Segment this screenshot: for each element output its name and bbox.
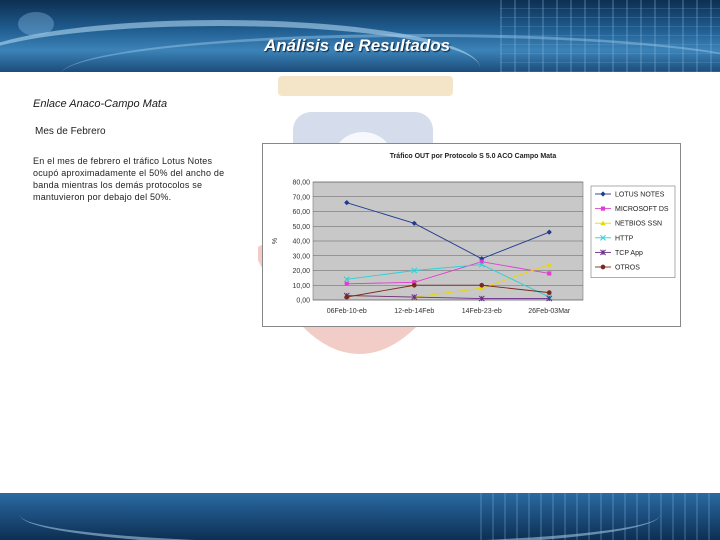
header-logo-mark [18, 12, 54, 36]
summary-paragraph: En el mes de febrero el tráfico Lotus Notes ocupó aproximadamente el 50% del ancho de banda mientras los demás protocolos se mantuvieron por debajo del 50%. [33, 156, 225, 202]
y-axis-label: % [272, 237, 279, 245]
legend-item: OTROS [615, 264, 640, 272]
y-tick-label: 50,00 [292, 223, 310, 231]
legend-item: MICROSOFT DS [615, 206, 669, 214]
data-point [345, 282, 349, 286]
data-point [412, 283, 417, 288]
legend-marker [601, 265, 606, 270]
watermark-banner [278, 76, 453, 96]
legend-item: HTTP [615, 235, 634, 243]
slide-title: Análisis de Resultados [263, 36, 451, 55]
traffic-chart-svg [263, 144, 682, 328]
y-tick-label: 10,00 [292, 282, 310, 290]
y-tick-label: 40,00 [292, 238, 310, 246]
y-tick-label: 80,00 [292, 179, 310, 187]
traffic-chart [262, 143, 681, 327]
x-tick-label: 12-eb-14Feb [394, 308, 435, 315]
x-tick-label: 26Feb-03Mar [528, 308, 571, 315]
month-label: Mes de Febrero [35, 126, 106, 137]
y-tick-label: 30,00 [292, 253, 310, 261]
legend-item: NETBIOS SSN [615, 220, 663, 228]
y-tick-label: 0,00 [296, 297, 310, 305]
legend-marker [601, 207, 605, 211]
y-tick-label: 70,00 [292, 194, 310, 202]
section-subheading: Enlace Anaco-Campo Mata [33, 98, 168, 110]
footer-circuit-pattern [480, 493, 720, 540]
y-tick-label: 20,00 [292, 268, 310, 275]
x-tick-label: 06Feb-10-eb [326, 308, 367, 315]
data-point [344, 295, 349, 300]
legend-item: LOTUS NOTES [615, 191, 665, 199]
chart-plot-area [272, 180, 675, 316]
legend-item: TCP App [615, 249, 643, 257]
x-tick-label: 14Feb-23-eb [461, 308, 502, 315]
footer-band [0, 493, 720, 540]
data-point [547, 290, 552, 295]
chart-title: Tráfico OUT por Protocolo S 5.0 ACO Campo Mata [389, 153, 557, 160]
data-point [479, 283, 484, 288]
y-tick-label: 60,00 [292, 209, 310, 216]
data-point [547, 271, 551, 275]
